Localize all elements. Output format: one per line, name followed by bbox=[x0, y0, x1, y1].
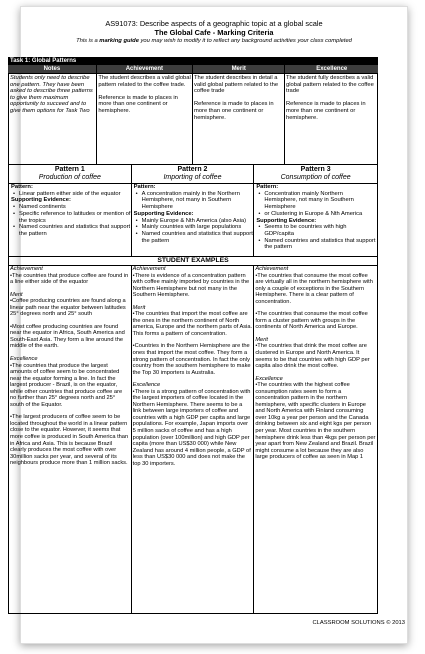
pattern-name: Importing of coffee bbox=[163, 174, 222, 181]
example-level: Achievement bbox=[255, 266, 289, 272]
evidence-item: • Mainly countries with large populations bbox=[142, 224, 254, 231]
criteria-achievement: The student describes a valid global pattern related to the coffee trade. Reference is made to places in more than one continent or hemisphere. bbox=[97, 74, 193, 164]
evidence-label: Supporting Evidence: bbox=[11, 197, 71, 204]
student-examples-title: STUDENT EXAMPLES bbox=[8, 257, 378, 266]
standard-title: AS91073: Describe aspects of a geographic topic at a global scale bbox=[105, 19, 323, 28]
pattern-label: Pattern: bbox=[11, 184, 33, 190]
example-level: Excellence bbox=[255, 375, 283, 382]
task-title: Task 1: Global Patterns bbox=[8, 57, 378, 65]
examples-column-2 bbox=[132, 266, 255, 613]
document-header bbox=[21, 19, 407, 45]
example-text: •Coffee producing countries are found along a linear path near the equator between latitudes 25° degrees north and 25° south bbox=[10, 298, 126, 318]
example-text: •The countries that consume the most coffee are virtually all in the northern hemisphere with only a couple of exceptions in the Southern Hemisphere. There is a clear pattern of concentration. bbox=[255, 272, 373, 305]
patterns-row bbox=[8, 165, 378, 257]
pattern-1 bbox=[9, 165, 132, 256]
pattern-label: Pattern: bbox=[133, 184, 156, 190]
pattern-item: • Concentration mainly Northern Hemisphere, not many in Southern Hemisphere bbox=[264, 191, 377, 211]
example-level: Excellence bbox=[132, 382, 161, 389]
criteria-notes: Students only need to describe one pattern. They have been asked to describe three patterns to give them maximum opportunity to succeed and to give them options for Task Two bbox=[9, 74, 97, 164]
example-text: •The countries with the highest coffee consumption rates seem to form a concentration pattern in the northern hemisphere, with specific clusters in Europe and North America with Finland consuming over 10kg a year per person and the Canada drinking between six and eight kgs per person per year. Most countries in the southern hemisphere drink less than 4kgs per person per year apart from New Zealand and Brazil. Brazil might consume a lot because they are also large producers of coffee as seen in Map 1 bbox=[255, 382, 376, 461]
example-text: •There is a strong pattern of concentration with the largest importers of coffee located in the Northern Hemisphere. There seems to be a link between large importers of coffee and countries with a high GDP per capita and large populations. For example, Japan imports over 5 million sacks of coffee and has a high population (over 100million) and high GDP per capita (more than US$30 000) while New Zealand has around 4 million people, a GDP of less than US$30 000 and does not make the top 30 importers. bbox=[132, 388, 251, 467]
example-level: Excellence bbox=[10, 356, 38, 363]
criteria-head-achievement: Achievement bbox=[97, 65, 193, 73]
evidence-item: • Named countries and statistics that support the pattern bbox=[142, 231, 254, 244]
evidence-item: • Seems to be countries with high GDP/capita bbox=[264, 224, 377, 237]
subtitle-suffix: you may wish to modify it to reflect any background activities your class completed bbox=[138, 38, 352, 44]
example-text: •There is evidence of a concentration pattern with coffee mainly imported by countries in the Northern Hemisphere but not many in the Southern Hemisphere. bbox=[132, 272, 250, 299]
document-title: The Global Cafe - Marking Criteria bbox=[154, 28, 274, 37]
criteria-head-excellence: Excellence bbox=[285, 65, 378, 73]
criteria-row bbox=[8, 73, 378, 165]
pattern-label: Pattern: bbox=[256, 184, 279, 190]
evidence-label: Supporting Evidence: bbox=[256, 217, 317, 224]
evidence-item: • Named countries and statistics that support the pattern bbox=[264, 238, 377, 251]
example-level: Achievement bbox=[10, 266, 43, 272]
evidence-item: • Mainly Europe & Nth America (also Asia) bbox=[142, 218, 254, 225]
criteria-merit: The student describes in detail a valid global pattern related to the coffee trade Reference is made to places in more than one continent or hemisphere. bbox=[193, 74, 285, 164]
example-level: Merit bbox=[10, 291, 23, 298]
example-level: Merit bbox=[255, 336, 268, 343]
criteria-head-merit: Merit bbox=[193, 65, 286, 73]
pattern-3 bbox=[254, 165, 377, 256]
evidence-item: • Named continents bbox=[19, 204, 131, 211]
examples-column-1 bbox=[9, 266, 132, 613]
pattern-number: Pattern 2 bbox=[177, 166, 208, 173]
example-text: •The countries that consume the most coffee form a cluster pattern with groups in the continents of North America and Europe. bbox=[255, 311, 368, 331]
example-level: Merit bbox=[132, 304, 146, 311]
pattern-name: Production of coffee bbox=[38, 174, 101, 181]
example-text: •The countries that import the most coffee are the ones in the northern continent of North america, Europe and the northern parts of Asia. This forms a pattern of concentration. bbox=[132, 311, 253, 337]
criteria-excellence: The student fully describes a valid global pattern related to the coffee trade Reference is made to places in more than one continent or hemisphere. bbox=[285, 75, 374, 121]
pattern-number: Pattern 1 bbox=[54, 166, 85, 173]
example-text: •The countries that drink the most coffee are clustered in Europe and North America. It seems to be that countries with high GDP per capita also drink the most coffee. bbox=[255, 343, 370, 370]
criteria-head-notes: Notes bbox=[8, 65, 97, 73]
evidence-label: Supporting Evidence: bbox=[133, 210, 194, 217]
footer-copyright: CLASSROOM SOLUTIONS © 2013 bbox=[312, 620, 405, 626]
subtitle-prefix: This is a bbox=[76, 38, 100, 44]
examples-column-3 bbox=[254, 266, 377, 613]
example-text: •Most coffee producing countries are found near the equator in Africa, South America and South-East Asia. They form a line around the middle of the earth. bbox=[10, 323, 125, 350]
document-subtitle bbox=[21, 37, 407, 45]
evidence-item: • Named countries and statistics that support the pattern bbox=[19, 224, 131, 237]
example-level: Achievement bbox=[132, 266, 166, 272]
example-text: •The largest producers of coffee seem to be located throughout the world in a linear pattern close to the equator. However, it seems that more coffee is produced in South America than in Africa and Asia. This is because Brazil clearly produces the most coffee with over 30million sacks per year, and several of its neighbours produce more than 1 million sacks. bbox=[10, 414, 129, 467]
subtitle-bold: marking guide bbox=[99, 38, 139, 44]
example-text: •Countries in the Northern Hemisphere are the ones that import the most coffee. They form a strong pattern of concentration. In fact the only country from the southern hemisphere to make the Top 30 importers is Australia. bbox=[132, 343, 251, 376]
pattern-name: Consumption of coffee bbox=[280, 174, 351, 181]
pattern-item: • or Clustering in Europe & Nth America bbox=[264, 211, 377, 218]
evidence-item: • Specific reference to latitudes or mention of the tropics bbox=[19, 211, 131, 224]
example-text: •The countries that produce coffee are found in a line either side of the equator bbox=[10, 272, 129, 286]
pattern-item: • Linear pattern either side of the equator bbox=[19, 191, 131, 198]
pattern-2 bbox=[132, 165, 255, 256]
pattern-number: Pattern 3 bbox=[300, 166, 331, 173]
example-text: •The countries that produce the largest amounts of coffee seem to be concentrated near the equator forming a line. In fact the largest producer - Brazil, is on the equator, while other countries that produce coffee are no further than 25° degrees north and 25° south of the Equator. bbox=[10, 362, 123, 408]
pattern-item: • A concentration mainly in the Northern Hemisphere, not many in Southern Hemisphere bbox=[142, 191, 254, 211]
criteria-header-row bbox=[8, 65, 378, 73]
student-examples-row bbox=[8, 266, 378, 614]
